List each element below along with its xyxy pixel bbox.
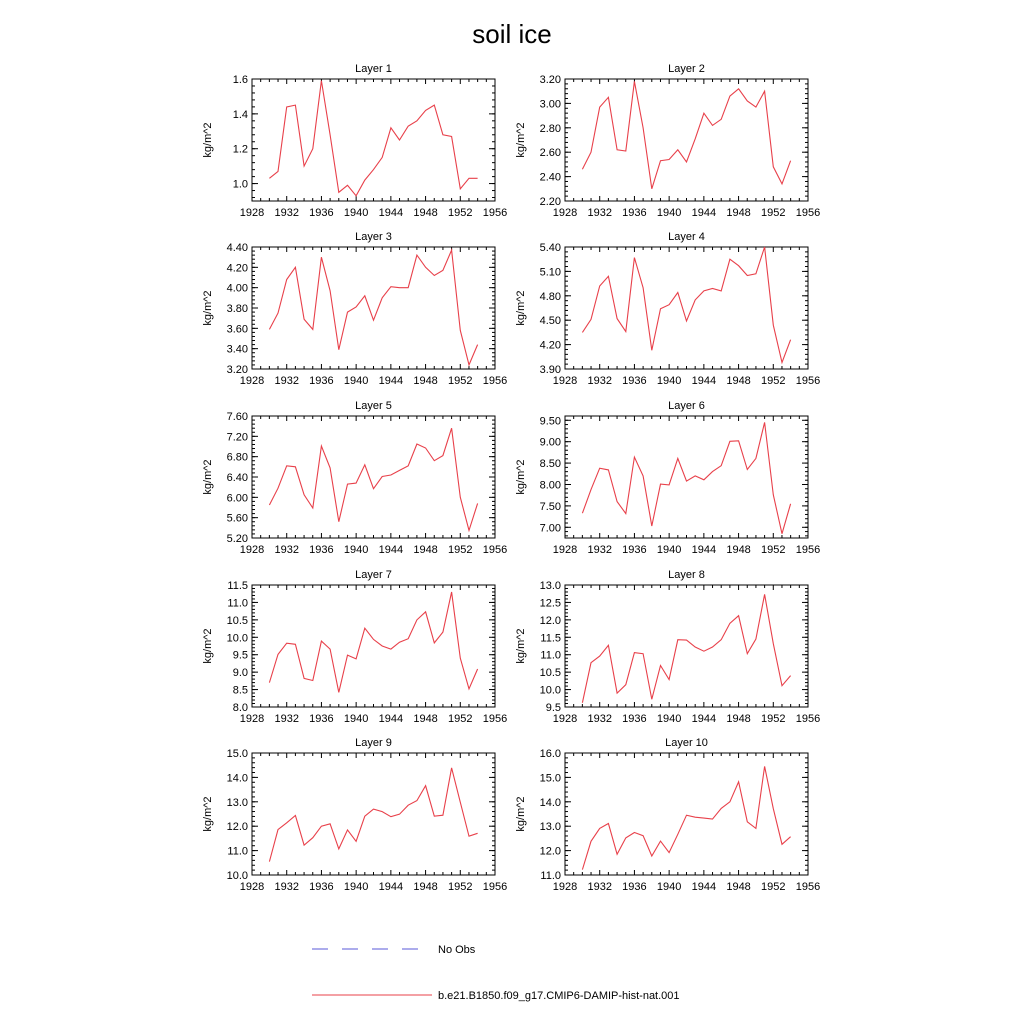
panel-layer-10	[515, 737, 820, 893]
y-tick-label: 13.0	[539, 580, 561, 592]
x-tick-label: 1932	[587, 375, 612, 387]
x-tick-label: 1948	[413, 544, 438, 556]
legend-label-model: b.e21.B1850.f09_g17.CMIP6-DAMIP-hist-nat.001	[438, 990, 680, 1002]
x-tick-label: 1952	[448, 544, 473, 556]
y-tick-label: 5.20	[226, 533, 248, 545]
y-tick-label: 8.00	[539, 479, 561, 492]
x-tick-label: 1928	[552, 544, 578, 556]
y-tick-label: 1.2	[232, 143, 248, 156]
series-line	[269, 81, 477, 196]
y-axis-label: kg/m^2	[202, 290, 214, 326]
panel-layer-7	[202, 569, 507, 725]
y-tick-label: 5.60	[226, 512, 248, 525]
y-tick-label: 12.0	[539, 614, 561, 627]
series-line	[269, 428, 477, 530]
plot-frame	[565, 753, 808, 875]
x-tick-label: 1948	[726, 881, 751, 893]
x-tick-label: 1952	[448, 207, 473, 219]
y-axis-label: kg/m^2	[202, 796, 214, 832]
y-tick-label: 9.0	[232, 667, 248, 680]
x-tick-label: 1952	[448, 375, 473, 387]
y-tick-label: 10.5	[539, 667, 561, 680]
y-tick-label: 11.0	[227, 845, 248, 858]
y-tick-label: 13.0	[226, 796, 248, 809]
y-tick-label: 9.50	[539, 415, 561, 428]
plot-frame	[252, 416, 495, 538]
y-tick-label: 11.0	[540, 649, 561, 662]
x-tick-label: 1932	[274, 207, 299, 219]
x-tick-label: 1956	[795, 375, 821, 387]
panel-title: Layer 4	[668, 231, 705, 243]
x-tick-label: 1956	[795, 713, 821, 725]
x-tick-label: 1928	[239, 713, 265, 725]
y-tick-label: 3.40	[226, 343, 248, 356]
panel-layer-2	[515, 63, 820, 219]
x-tick-label: 1952	[448, 881, 473, 893]
panel-layer-5	[202, 400, 507, 556]
x-tick-label: 1932	[587, 207, 612, 219]
x-tick-label: 1928	[552, 207, 578, 219]
y-tick-label: 2.20	[539, 196, 561, 208]
x-tick-label: 1948	[413, 713, 438, 725]
y-tick-label: 15.0	[539, 772, 561, 785]
x-tick-label: 1940	[656, 375, 682, 387]
y-tick-label: 9.00	[539, 436, 561, 449]
x-tick-label: 1944	[378, 544, 404, 556]
figure-title: soil ice	[472, 19, 552, 49]
y-tick-label: 3.20	[539, 74, 561, 86]
x-tick-label: 1928	[239, 375, 265, 387]
y-tick-label: 4.00	[226, 282, 248, 295]
x-tick-label: 1936	[309, 713, 334, 725]
y-tick-label: 16.0	[539, 748, 561, 760]
x-tick-label: 1956	[795, 544, 821, 556]
y-tick-label: 11.5	[227, 580, 248, 592]
series-line	[582, 81, 790, 188]
y-tick-label: 13.0	[539, 821, 561, 834]
x-tick-label: 1928	[239, 207, 265, 219]
x-tick-label: 1936	[622, 713, 647, 725]
y-tick-label: 2.80	[539, 122, 561, 135]
y-tick-label: 9.5	[545, 702, 561, 714]
y-axis-label: kg/m^2	[202, 459, 214, 495]
series-line	[582, 422, 790, 533]
x-tick-label: 1928	[552, 375, 578, 387]
legend-label-no-obs: No Obs	[438, 944, 476, 956]
series-line	[582, 247, 790, 363]
x-tick-label: 1940	[343, 375, 369, 387]
x-tick-label: 1948	[726, 207, 751, 219]
series-line	[582, 594, 790, 702]
y-tick-label: 4.80	[539, 290, 561, 303]
x-tick-label: 1952	[761, 207, 786, 219]
x-tick-label: 1956	[482, 881, 508, 893]
y-tick-label: 3.20	[226, 364, 248, 376]
x-tick-label: 1944	[691, 375, 717, 387]
x-tick-label: 1940	[656, 544, 682, 556]
y-tick-label: 1.6	[232, 74, 248, 86]
x-tick-label: 1948	[726, 713, 751, 725]
series-line	[269, 768, 477, 862]
y-tick-label: 2.40	[539, 171, 561, 184]
x-tick-label: 1956	[482, 375, 508, 387]
panel-title: Layer 8	[668, 569, 705, 581]
x-tick-label: 1952	[761, 881, 786, 893]
x-tick-label: 1956	[482, 207, 508, 219]
x-tick-label: 1944	[378, 375, 404, 387]
panel-title: Layer 9	[355, 737, 392, 749]
x-tick-label: 1936	[309, 544, 334, 556]
x-tick-label: 1956	[482, 713, 508, 725]
y-tick-label: 7.20	[226, 431, 248, 444]
x-tick-label: 1936	[309, 207, 334, 219]
x-tick-label: 1956	[795, 881, 821, 893]
x-tick-label: 1948	[726, 544, 751, 556]
x-tick-label: 1952	[761, 544, 786, 556]
series-line	[269, 592, 477, 692]
x-tick-label: 1952	[761, 713, 786, 725]
y-tick-label: 6.80	[226, 451, 248, 464]
panel-layer-6	[515, 400, 820, 556]
panel-layer-8	[515, 569, 820, 725]
y-tick-label: 14.0	[226, 772, 248, 785]
x-tick-label: 1936	[309, 881, 334, 893]
y-tick-label: 7.60	[226, 411, 248, 423]
y-tick-label: 11.5	[540, 632, 561, 645]
x-tick-label: 1944	[378, 713, 404, 725]
x-tick-label: 1948	[413, 881, 438, 893]
y-tick-label: 5.10	[539, 266, 561, 279]
panel-title: Layer 6	[668, 400, 705, 412]
x-tick-label: 1932	[274, 375, 299, 387]
x-tick-label: 1940	[343, 544, 369, 556]
y-tick-label: 12.0	[226, 821, 248, 834]
y-tick-label: 4.20	[539, 339, 561, 352]
panel-layer-4	[515, 231, 820, 387]
y-tick-label: 2.60	[539, 147, 561, 160]
x-tick-label: 1928	[552, 881, 578, 893]
x-tick-label: 1936	[622, 207, 647, 219]
x-tick-label: 1944	[691, 544, 717, 556]
y-tick-label: 5.40	[539, 242, 561, 254]
y-tick-label: 7.50	[539, 500, 561, 513]
x-tick-label: 1940	[656, 207, 682, 219]
y-tick-label: 10.0	[539, 684, 561, 697]
x-tick-label: 1940	[343, 207, 369, 219]
x-tick-label: 1952	[448, 713, 473, 725]
y-tick-label: 12.0	[539, 845, 561, 858]
y-axis-label: kg/m^2	[515, 122, 527, 158]
y-tick-label: 4.40	[226, 242, 248, 254]
x-tick-label: 1932	[274, 881, 299, 893]
y-axis-label: kg/m^2	[202, 628, 214, 664]
x-tick-label: 1948	[413, 375, 438, 387]
x-tick-label: 1956	[795, 207, 821, 219]
y-tick-label: 8.5	[232, 684, 248, 697]
series-line	[269, 250, 477, 365]
y-tick-label: 4.50	[539, 315, 561, 328]
x-tick-label: 1944	[691, 713, 717, 725]
panel-title: Layer 10	[665, 737, 708, 749]
panel-title: Layer 3	[355, 231, 392, 243]
y-axis-label: kg/m^2	[515, 290, 527, 326]
y-tick-label: 6.00	[226, 492, 248, 505]
x-tick-label: 1944	[378, 207, 404, 219]
y-tick-label: 8.50	[539, 458, 561, 471]
x-tick-label: 1932	[587, 881, 612, 893]
legend	[312, 944, 680, 1002]
y-tick-label: 10.0	[226, 870, 248, 882]
y-tick-label: 10.5	[226, 614, 248, 627]
y-tick-label: 6.40	[226, 472, 248, 484]
panel-title: Layer 5	[355, 400, 392, 412]
x-tick-label: 1940	[343, 713, 369, 725]
plot-frame	[252, 247, 495, 369]
x-tick-label: 1944	[691, 207, 717, 219]
x-tick-label: 1940	[656, 881, 682, 893]
x-tick-label: 1928	[239, 544, 265, 556]
x-tick-label: 1932	[587, 544, 612, 556]
panel-title: Layer 7	[355, 569, 392, 581]
x-tick-label: 1944	[378, 881, 404, 893]
series-line	[582, 766, 790, 869]
panel-layer-1	[202, 63, 507, 219]
panel-layer-9	[202, 737, 507, 893]
x-tick-label: 1956	[482, 544, 508, 556]
panel-title: Layer 2	[668, 63, 705, 75]
y-tick-label: 3.60	[226, 323, 248, 336]
y-tick-label: 7.00	[539, 522, 561, 535]
panels	[202, 63, 820, 893]
x-tick-label: 1948	[413, 207, 438, 219]
y-tick-label: 11.0	[540, 870, 561, 882]
y-axis-label: kg/m^2	[515, 628, 527, 664]
x-tick-label: 1936	[622, 375, 647, 387]
x-tick-label: 1936	[309, 375, 334, 387]
x-tick-label: 1948	[726, 375, 751, 387]
x-tick-label: 1932	[587, 713, 612, 725]
x-tick-label: 1940	[343, 881, 369, 893]
x-tick-label: 1932	[274, 544, 299, 556]
y-axis-label: kg/m^2	[515, 796, 527, 832]
y-tick-label: 1.0	[232, 178, 248, 191]
x-tick-label: 1928	[239, 881, 265, 893]
y-tick-label: 1.4	[232, 108, 248, 121]
y-tick-label: 3.80	[226, 303, 248, 315]
x-tick-label: 1944	[691, 881, 717, 893]
y-tick-label: 3.90	[539, 364, 561, 376]
plot-frame	[252, 753, 495, 875]
panel-title: Layer 1	[355, 63, 392, 75]
y-tick-label: 12.5	[539, 597, 561, 610]
y-tick-label: 11.0	[227, 597, 248, 610]
x-tick-label: 1940	[656, 713, 682, 725]
x-tick-label: 1952	[761, 375, 786, 387]
panel-layer-3	[202, 231, 507, 387]
x-tick-label: 1936	[622, 544, 647, 556]
x-tick-label: 1932	[274, 713, 299, 725]
plot-frame	[565, 79, 808, 201]
x-tick-label: 1928	[552, 713, 578, 725]
y-tick-label: 8.0	[232, 702, 248, 714]
y-tick-label: 14.0	[539, 796, 561, 809]
y-tick-label: 3.00	[539, 98, 561, 111]
y-tick-label: 9.5	[232, 649, 248, 662]
x-tick-label: 1936	[622, 881, 647, 893]
y-tick-label: 15.0	[226, 748, 248, 760]
y-tick-label: 4.20	[226, 262, 248, 275]
y-axis-label: kg/m^2	[515, 459, 527, 495]
plot-frame	[565, 585, 808, 707]
y-axis-label: kg/m^2	[202, 122, 214, 158]
plot-frame	[252, 79, 495, 201]
y-tick-label: 10.0	[226, 632, 248, 645]
